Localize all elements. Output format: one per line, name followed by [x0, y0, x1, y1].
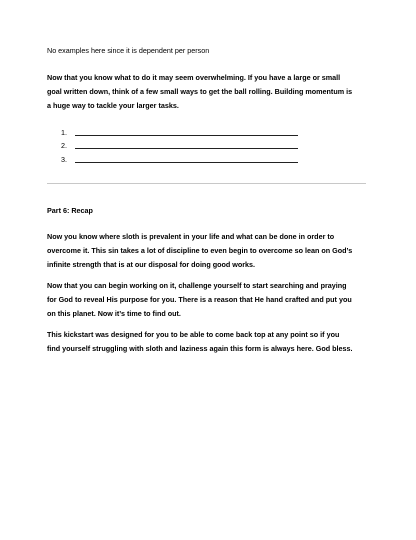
list-item: [61, 138, 298, 152]
recap-line-3: infinite strength that is at our disposal for doing good works.: [47, 260, 256, 269]
momentum-line-3: a huge way to tackle your larger tasks.: [47, 101, 179, 110]
blank-line[interactable]: [75, 154, 298, 163]
challenge-paragraph: [47, 279, 377, 321]
section-divider: [47, 183, 366, 184]
recap-line-2: overcome it. This sin takes a lot of discipline to even begin to overcome so lean on God’s: [47, 246, 353, 255]
list-item: [61, 151, 298, 165]
recap-paragraph: [47, 230, 377, 272]
closing-paragraph: [47, 328, 377, 356]
challenge-line-2: for God to reveal His purpose for you. There is a reason that He hand crafted and put you: [47, 295, 352, 304]
note-text: No examples here since it is dependent per person: [47, 46, 210, 55]
section-heading: Part 6: Recap: [47, 206, 93, 215]
list-item: [61, 124, 298, 138]
closing-line-1: This kickstart was designed for you to be able to come back top at any point so if you: [47, 330, 340, 339]
blank-line[interactable]: [75, 140, 298, 149]
momentum-line-1: Now that you know what to do it may seem overwhelming. If you have a large or small: [47, 73, 341, 82]
list-number: 1.: [61, 127, 67, 137]
momentum-line-2: goal written down, think of a few small ways to get the ball rolling. Building momentum is: [47, 87, 353, 96]
challenge-line-3: on this planet. Now it’s time to find out.: [47, 309, 181, 318]
recap-line-1: Now you know where sloth is prevalent in your life and what can be done in order to: [47, 232, 335, 241]
momentum-paragraph: [47, 71, 377, 113]
blank-line[interactable]: [75, 127, 298, 136]
challenge-line-1: Now that you can begin working on it, challenge yourself to start searching and praying: [47, 281, 347, 290]
blank-list: [61, 124, 298, 165]
list-number: 3.: [61, 154, 67, 164]
closing-line-2: find yourself struggling with sloth and laziness again this form is always here. God bless.: [47, 344, 353, 353]
list-number: 2.: [61, 141, 67, 150]
